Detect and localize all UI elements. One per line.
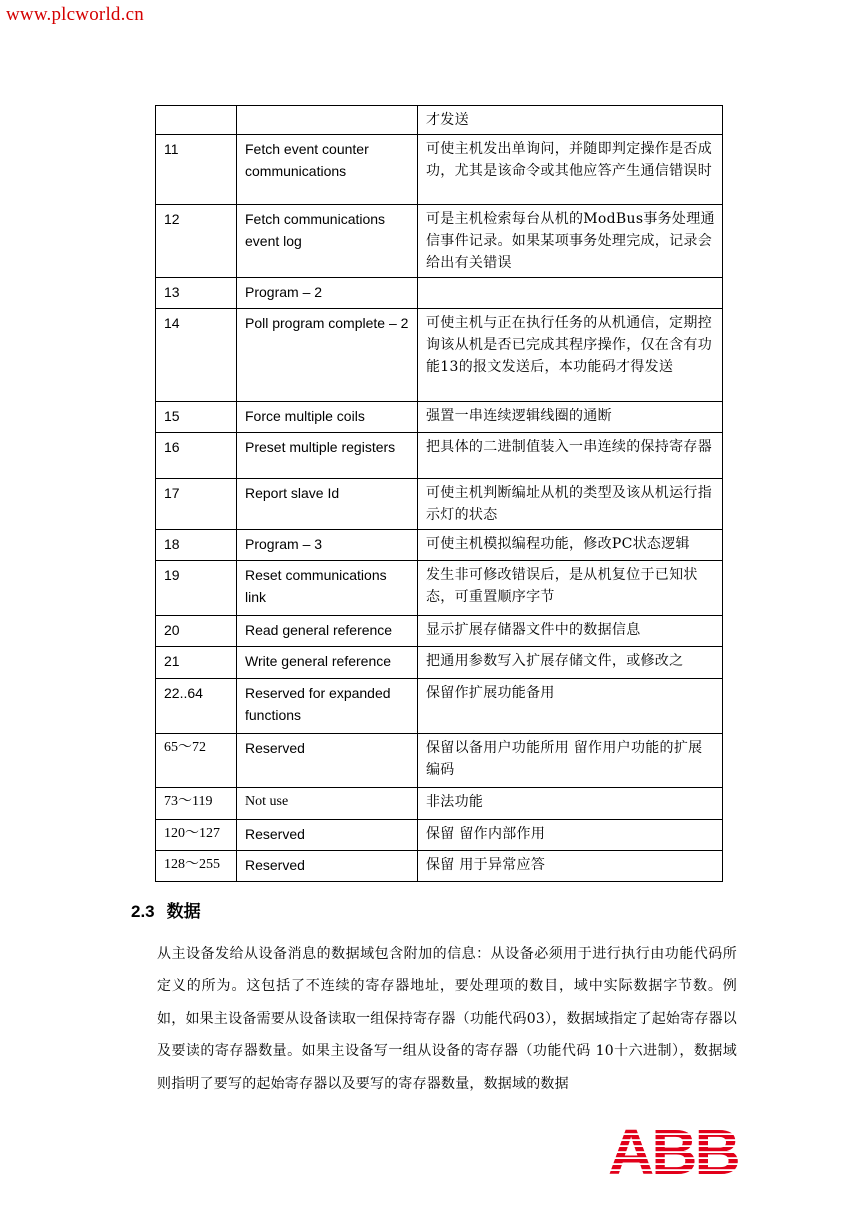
function-description: 可使主机与正在执行任务的从机通信，定期控询该从机是否已完成其程序操作，仅在含有功能13的报文发送后，本功能码才得发送 bbox=[418, 309, 723, 402]
function-description: 发生非可修改错误后，是从机复位于已知状态，可重置顺序字节 bbox=[418, 561, 723, 616]
section-title: 数据 bbox=[166, 902, 201, 921]
table-row bbox=[156, 106, 723, 135]
table-row bbox=[156, 205, 723, 278]
function-name: Fetch communications event log bbox=[237, 205, 418, 278]
logo-text: ABB bbox=[608, 1123, 738, 1177]
function-code: 19 bbox=[156, 561, 237, 616]
table-row bbox=[156, 788, 723, 820]
function-description: 把通用参数写入扩展存储文件，或修改之 bbox=[418, 647, 723, 679]
function-name: Reset communications link bbox=[237, 561, 418, 616]
function-name: Force multiple coils bbox=[237, 402, 418, 433]
function-name: Write general reference bbox=[237, 647, 418, 679]
table-row bbox=[156, 278, 723, 309]
table-row bbox=[156, 135, 723, 205]
function-description: 显示扩展存储器文件中的数据信息 bbox=[418, 616, 723, 647]
function-code: 120～127 bbox=[156, 820, 237, 851]
function-description: 把具体的二进制值装入一串连续的保持寄存器 bbox=[418, 433, 723, 479]
function-code: 14 bbox=[156, 309, 237, 402]
function-description: 非法功能 bbox=[418, 788, 723, 820]
table-row bbox=[156, 309, 723, 402]
function-name: Report slave Id bbox=[237, 479, 418, 530]
body-paragraph: 从主设备发给从设备消息的数据域包含附加的信息：从设备必须用于进行执行由功能代码所定义的所为。这包括了不连续的寄存器地址，要处理项的数目，域中实际数据字节数。例如，如果主设备需要从设备读取一组保持寄存器（功能代码03），数据域指定了起始寄存器以及要读的寄存器数量。如果主设备写一组从设备的寄存器（功能代码 10十六进制），数据域则指明了要写的起始寄存器以及要写的寄存器数量，数据域的数据 bbox=[157, 946, 737, 1092]
function-code: 65～72 bbox=[156, 734, 237, 788]
function-description: 才发送 bbox=[418, 106, 723, 135]
function-description: 保留以备用户功能所用 留作用户功能的扩展编码 bbox=[418, 734, 723, 788]
function-code: 12 bbox=[156, 205, 237, 278]
function-name: Reserved bbox=[237, 820, 418, 851]
table-row bbox=[156, 851, 723, 882]
function-name: Reserved bbox=[237, 734, 418, 788]
function-code: 15 bbox=[156, 402, 237, 433]
table-row bbox=[156, 734, 723, 788]
function-description: 可是主机检索每台从机的ModBus事务处理通信事件记录。如果某项事务处理完成，记录会给出有关错误 bbox=[418, 205, 723, 278]
function-description: 可使主机判断编址从机的类型及该从机运行指示灯的状态 bbox=[418, 479, 723, 530]
table-row bbox=[156, 616, 723, 647]
section-heading bbox=[131, 897, 201, 922]
table-row bbox=[156, 433, 723, 479]
watermark-url[interactable]: www.plcworld.cn bbox=[6, 4, 144, 25]
function-code: 16 bbox=[156, 433, 237, 479]
function-code: 20 bbox=[156, 616, 237, 647]
table-row bbox=[156, 647, 723, 679]
function-description: 保留 留作内部作用 bbox=[418, 820, 723, 851]
function-description bbox=[418, 278, 723, 309]
function-code: 17 bbox=[156, 479, 237, 530]
function-name: Not use bbox=[237, 788, 418, 820]
table-row bbox=[156, 679, 723, 734]
table-row bbox=[156, 479, 723, 530]
function-code: 128～255 bbox=[156, 851, 237, 882]
function-name: Fetch event counter communications bbox=[237, 135, 418, 205]
function-description: 可使主机模拟编程功能，修改PC状态逻辑 bbox=[418, 530, 723, 561]
table-row bbox=[156, 820, 723, 851]
function-description: 保留作扩展功能备用 bbox=[418, 679, 723, 734]
function-name: Read general reference bbox=[237, 616, 418, 647]
function-code: 18 bbox=[156, 530, 237, 561]
function-description: 可使主机发出单询问，并随即判定操作是否成功，尤其是该命令或其他应答产生通信错误时 bbox=[418, 135, 723, 205]
function-code-table bbox=[155, 105, 723, 882]
function-name bbox=[237, 106, 418, 135]
function-name: Program – 3 bbox=[237, 530, 418, 561]
function-description: 强置一串连续逻辑线圈的通断 bbox=[418, 402, 723, 433]
function-code: 13 bbox=[156, 278, 237, 309]
function-code: 21 bbox=[156, 647, 237, 679]
function-code bbox=[156, 106, 237, 135]
function-name: Program – 2 bbox=[237, 278, 418, 309]
function-name: Preset multiple registers bbox=[237, 433, 418, 479]
table-row bbox=[156, 561, 723, 616]
function-name: Reserved bbox=[237, 851, 418, 882]
abb-logo bbox=[608, 1123, 738, 1181]
function-code: 73～119 bbox=[156, 788, 237, 820]
function-name: Poll program complete – 2 bbox=[237, 309, 418, 402]
function-code: 11 bbox=[156, 135, 237, 205]
function-name: Reserved for expanded functions bbox=[237, 679, 418, 734]
section-number: 2.3 bbox=[131, 902, 155, 921]
table-row bbox=[156, 402, 723, 433]
table-row bbox=[156, 530, 723, 561]
function-code: 22..64 bbox=[156, 679, 237, 734]
function-description: 保留 用于异常应答 bbox=[418, 851, 723, 882]
